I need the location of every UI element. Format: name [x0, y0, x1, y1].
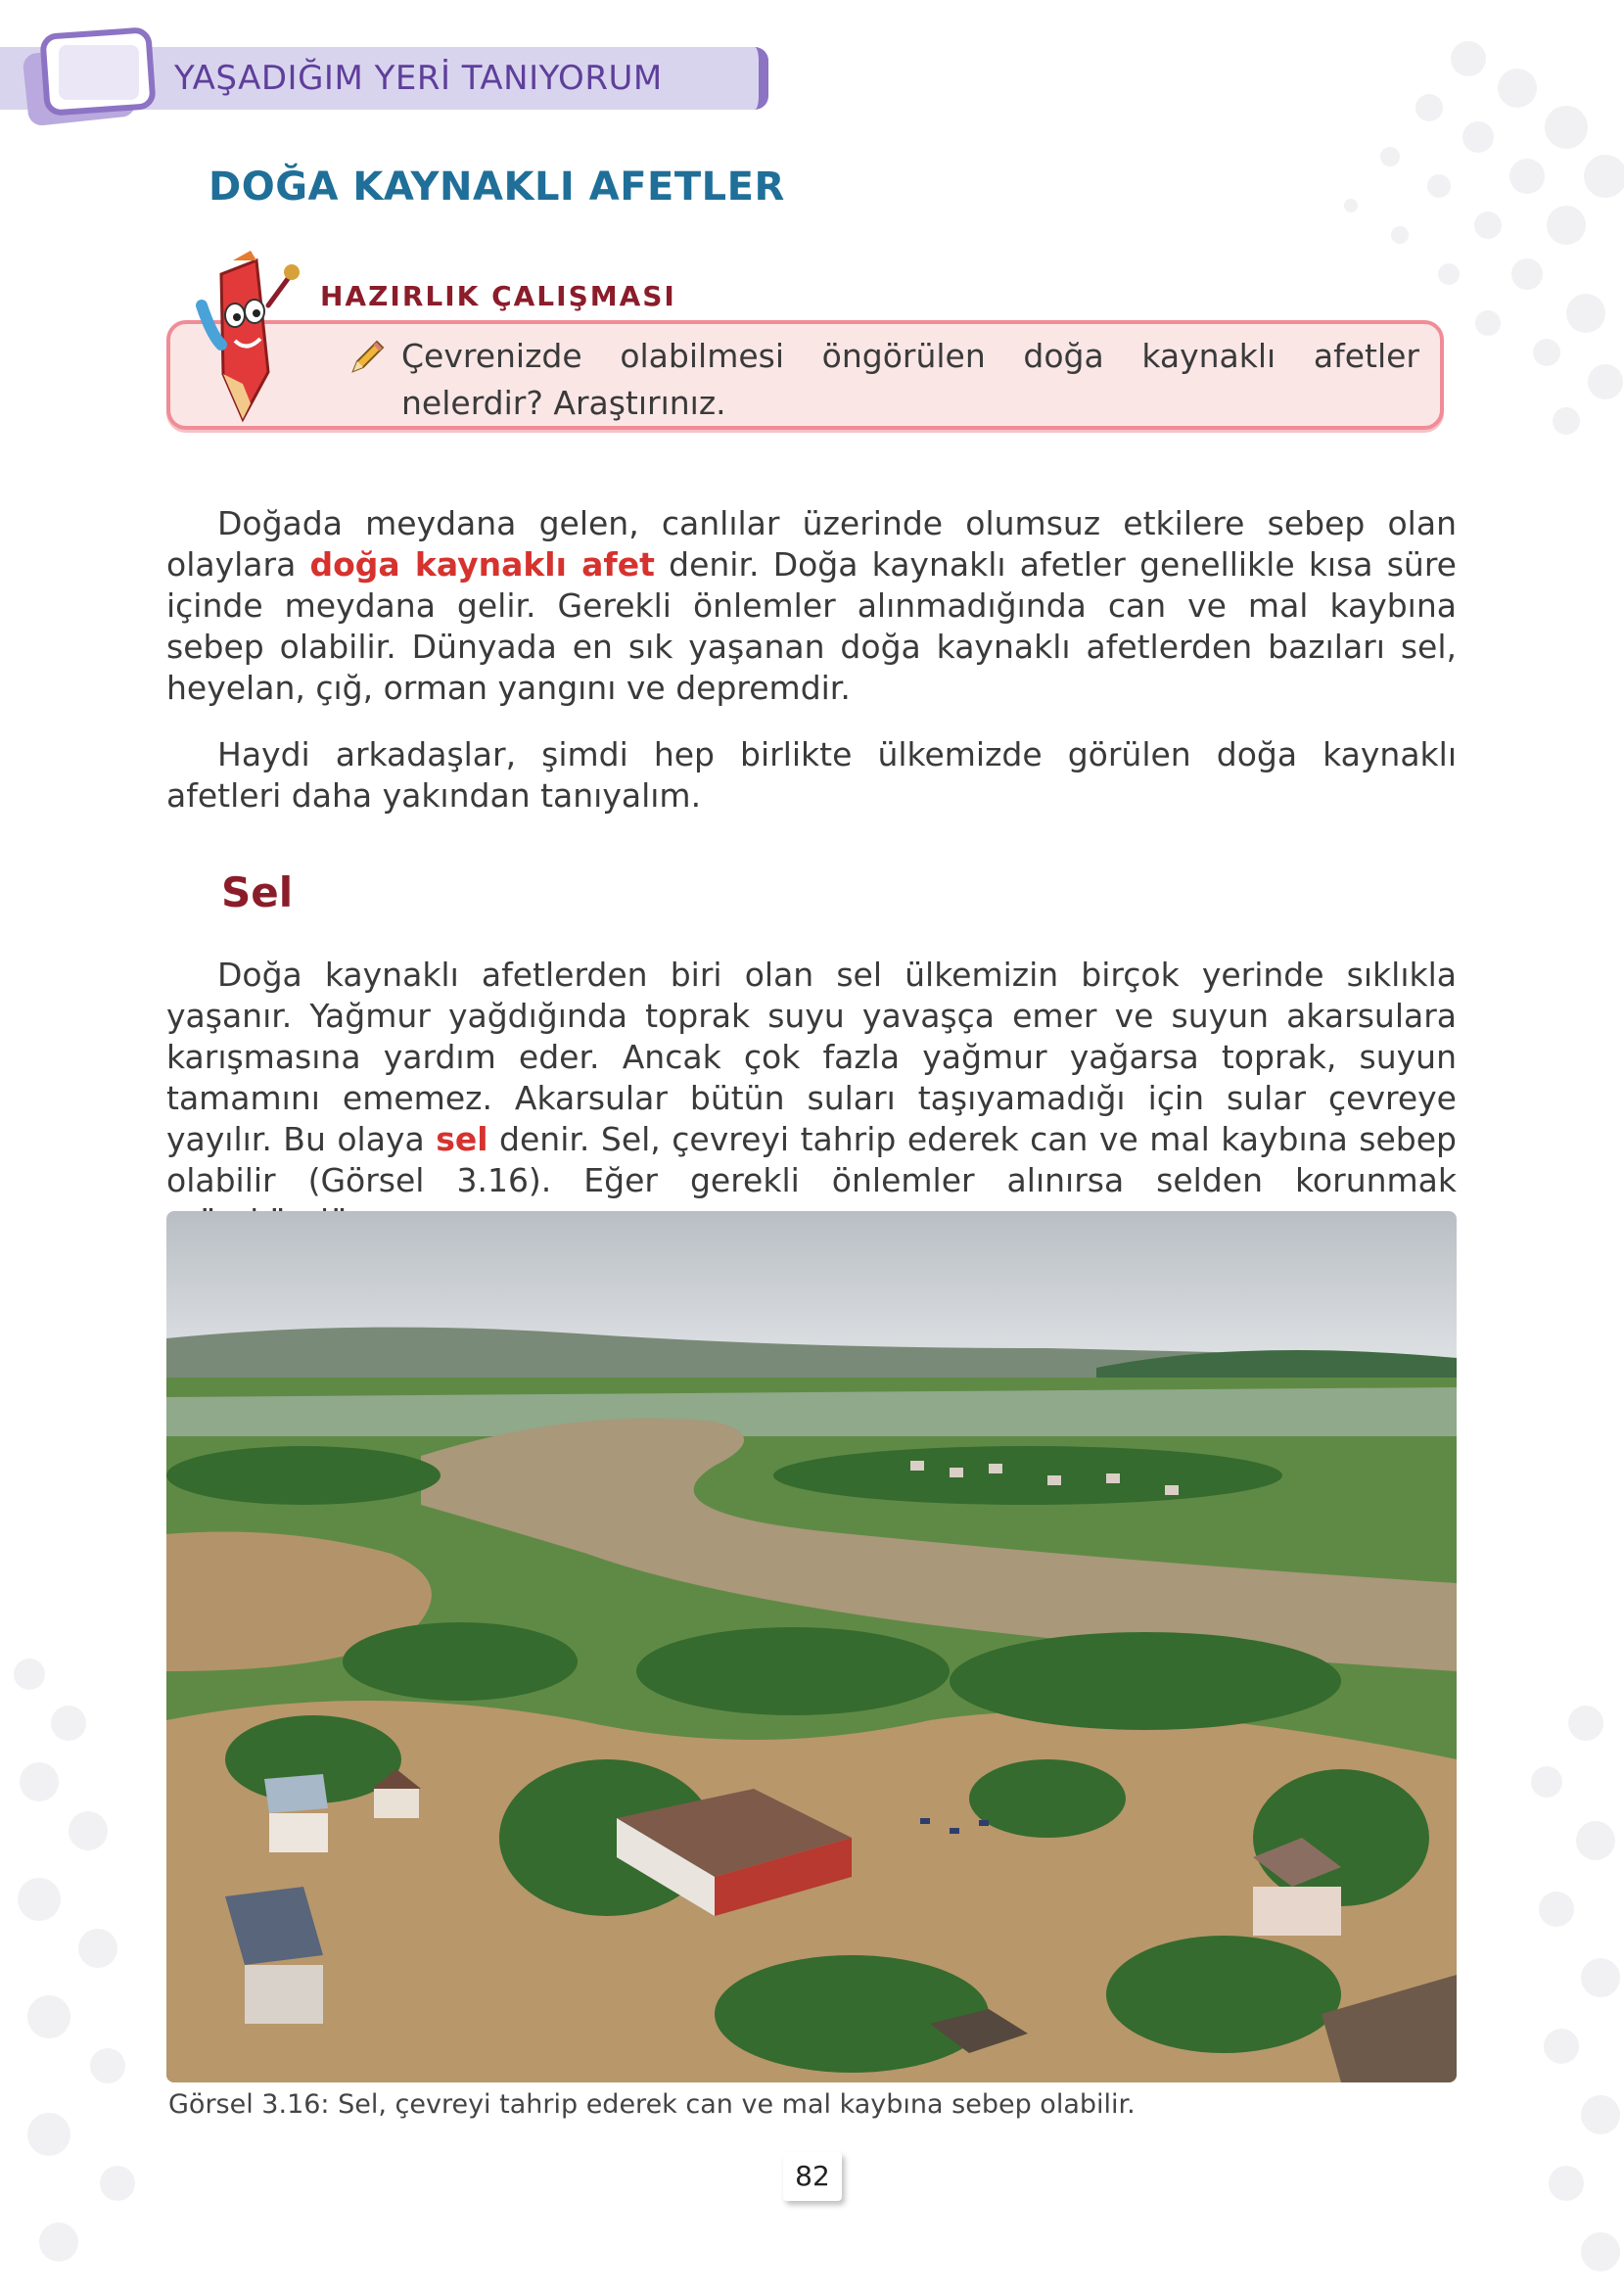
- term-sel: sel: [436, 1120, 488, 1158]
- preparation-question: Çevrenizde olabilmesi öngörülen doğa kaynaklı afetler nelerdir? Araştırınız.: [401, 337, 1419, 422]
- section-heading-sel: Sel: [221, 868, 294, 916]
- sel-paragraph: Doğa kaynaklı afetlerden biri olan sel ülkemizin birçok yerinde sıklıkla yaşanır. Yağmur yağdığında toprak suyu yavaşça emer ve suyun akarsulara karışmasına yardım eder. Ancak çok fazla yağmur yağarsa toprak, suyun tamamını ememez. Akarsular bütün suları taşıyamadığı için sular çevreye yayılır. Bu olaya sel denir. Sel, çevreyi tahrip ederek can ve mal kaybına sebep olabilir (Görsel 3.16). Eğer gerekli önlemler alınırsa selden korunmak: [166, 956, 1457, 1199]
- pencil-icon: [348, 338, 387, 377]
- page-number: 82: [783, 2152, 842, 2201]
- background-dot-pattern-bottom-left: [0, 1615, 176, 2291]
- term-doga-kaynakli-afet: doğa kaynaklı afet: [309, 545, 655, 584]
- intro-paragraph-1: Doğada meydana gelen, canlılar üzerinde olumsuz etkilere sebep olan olaylara doğa kaynaklı afet denir. Doğa kaynaklı afetler genellikle kısa süre içinde meydana gelir. Gerekli önlemler alınmadığında can ve mal kaybına sebep olabilir. Dünyada en sık yaşanan doğa kaynaklı afetlerden bazıları sel, heyelan, çığ, orman yangını ve depremdir.: [166, 504, 1457, 707]
- flood-aerial-image: [166, 1211, 1457, 2082]
- unit-title: YAŞADIĞIM YERİ TANIYORUM: [174, 59, 663, 98]
- figure-caption: Görsel 3.16: Sel, çevreyi tahrip ederek can ve mal kaybına sebep olabilir.: [168, 2089, 1136, 2120]
- unit-emblem-icon: [20, 20, 157, 129]
- flood-photo: [166, 1211, 1457, 2082]
- background-dot-pattern-bottom-right: [1468, 1664, 1624, 2291]
- background-dot-pattern-top-right: [1057, 0, 1624, 509]
- intro-paragraph-2: Haydi arkadaşlar, şimdi hep birlikte ülkemizde görülen doğa kaynaklı afetleri daha yakından tanıyalım.: [166, 735, 1457, 815]
- pencil-mascot-icon: [192, 247, 304, 423]
- chapter-title: DOĞA KAYNAKLI AFETLER: [209, 164, 785, 210]
- preparation-label: HAZIRLIK ÇALIŞMASI: [320, 280, 676, 312]
